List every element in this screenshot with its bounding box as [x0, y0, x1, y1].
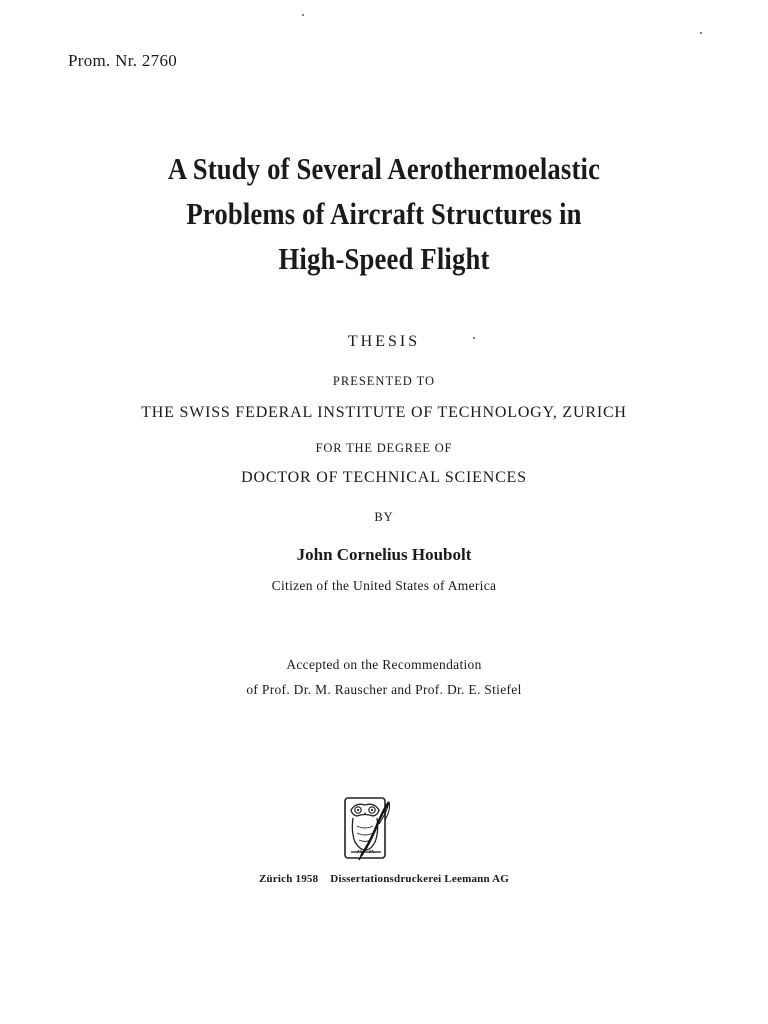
title-line-2: Problems of Aircraft Structures in	[186, 196, 582, 231]
scan-speck	[473, 337, 475, 339]
by-label: BY	[374, 510, 394, 524]
title-line-1: A Study of Several Aerothermoelastic	[167, 151, 601, 186]
advisors-line: of Prof. Dr. M. Rauscher and Prof. Dr. E. Stiefel	[246, 682, 522, 697]
thesis-title	[54, 146, 714, 281]
author-citizenship: Citizen of the United States of America	[271, 578, 497, 593]
thesis-label: THESIS	[347, 333, 421, 350]
imprint-publisher: Dissertationsdruckerei Leemann AG	[330, 873, 510, 885]
imprint-place-year: Zürich 1958	[258, 873, 319, 885]
institution-name: THE SWISS FEDERAL INSTITUTE OF TECHNOLOGY, ZURICH	[141, 404, 627, 421]
promotion-number: Prom. Nr. 2760	[68, 51, 178, 70]
owl-quill-icon	[343, 796, 393, 862]
presented-to-label: PRESENTED TO	[332, 374, 436, 388]
accepted-statement: Accepted on the Recommendation	[286, 657, 482, 672]
scan-speck	[700, 32, 702, 34]
author-name: John Cornelius Houbolt	[296, 545, 472, 564]
imprint	[0, 873, 768, 885]
degree-name: DOCTOR OF TECHNICAL SCIENCES	[241, 469, 527, 486]
for-degree-label: FOR THE DEGREE OF	[315, 441, 453, 455]
scan-speck	[302, 14, 304, 16]
title-line-3: High-Speed Flight	[278, 241, 490, 276]
